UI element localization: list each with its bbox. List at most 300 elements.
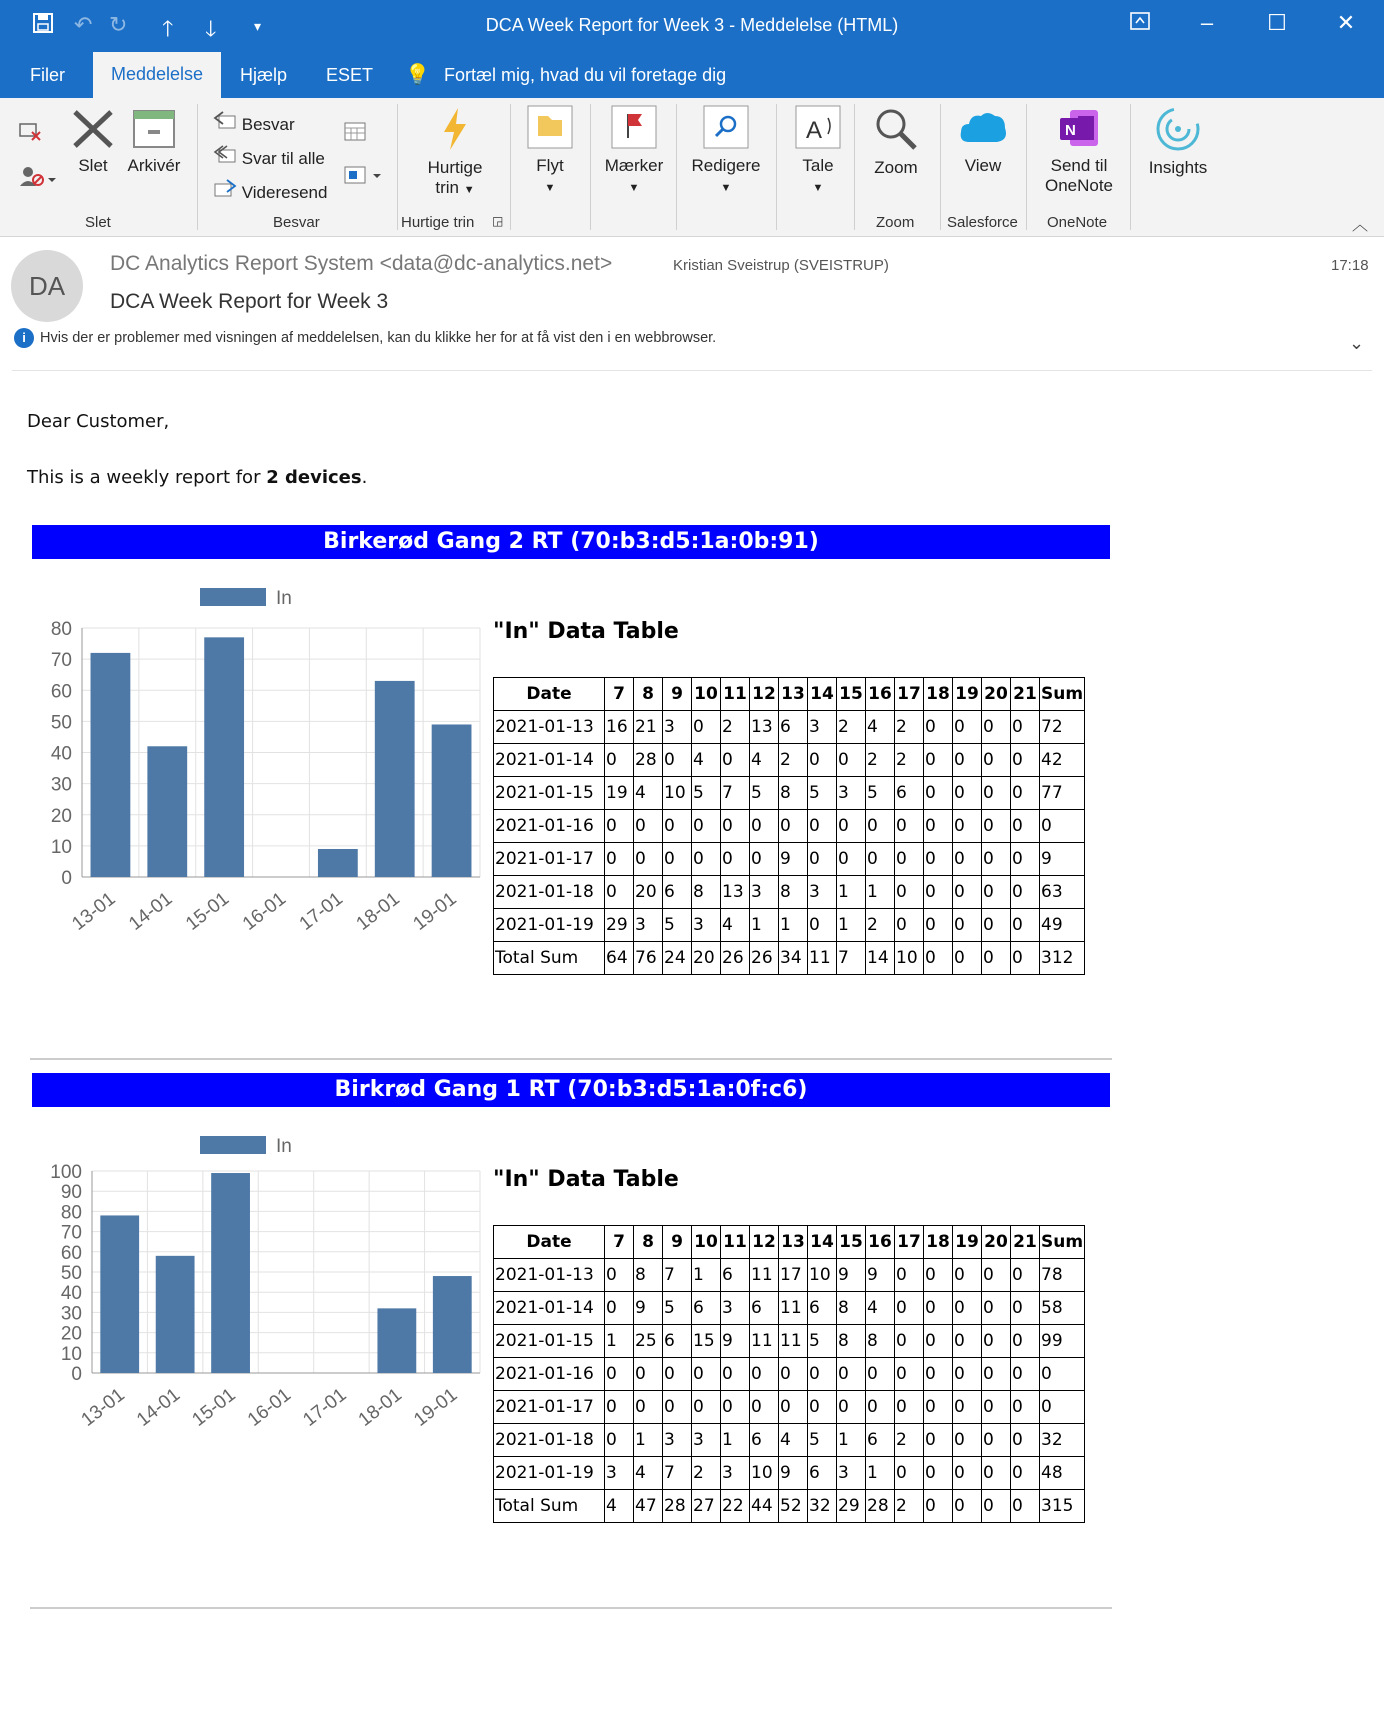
forward-button[interactable]: Videresend: [213, 178, 327, 203]
table-cell: 5: [663, 1292, 692, 1325]
bar: [91, 653, 131, 877]
x-tick-label: 19-01: [409, 888, 461, 935]
table-cell: 15: [692, 1325, 721, 1358]
maximize-icon[interactable]: ☐: [1267, 10, 1287, 35]
collapse-ribbon-icon[interactable]: ︿: [1352, 217, 1369, 234]
column-header: 8: [634, 1226, 663, 1259]
table-cell: 9: [779, 843, 808, 876]
table-cell: 8: [866, 1325, 895, 1358]
table-cell: 5: [866, 777, 895, 810]
table-header-row: [494, 678, 1085, 711]
chevron-down-icon: ▼: [463, 184, 475, 196]
table-cell: 0: [692, 843, 721, 876]
x-tick-label: 13-01: [77, 1384, 129, 1431]
table-cell: 312: [1040, 942, 1085, 975]
column-header: 21: [1011, 1226, 1040, 1259]
table-cell: 11: [779, 1292, 808, 1325]
y-tick-label: 10: [50, 836, 72, 858]
table-cell: 0: [721, 843, 750, 876]
send-to-onenote-button[interactable]: N Send til OneNote: [1036, 106, 1122, 196]
table-cell: 10: [808, 1259, 837, 1292]
table-cell: 0: [924, 1490, 953, 1523]
y-tick-label: 20: [60, 1323, 82, 1345]
table-row: [494, 1358, 1085, 1391]
table-cell: 0: [721, 744, 750, 777]
column-header: 11: [721, 1226, 750, 1259]
table-cell: 0: [721, 810, 750, 843]
x-tick-label: 15-01: [188, 1384, 240, 1431]
column-header: 18: [924, 1226, 953, 1259]
device-banner: Birkrød Gang 1 RT (70:b3:d5:1a:0f:c6): [32, 1073, 1110, 1107]
table-cell: 58: [1040, 1292, 1085, 1325]
table-cell: 1: [866, 1457, 895, 1490]
customize-toolbar-icon[interactable]: ▾: [254, 18, 262, 34]
y-tick-label: 50: [50, 712, 72, 734]
x-tick-label: 17-01: [299, 1384, 351, 1431]
table-cell: 3: [634, 909, 663, 942]
table-cell: 0: [1040, 1391, 1085, 1424]
bar: [156, 1256, 195, 1373]
table-cell: 2: [779, 744, 808, 777]
table-cell: 0: [1011, 1259, 1040, 1292]
table-cell: 8: [779, 876, 808, 909]
table-cell: 9: [779, 1457, 808, 1490]
svg-text:N: N: [1065, 122, 1076, 139]
table-cell: 0: [1011, 909, 1040, 942]
table-cell: 2021-01-14: [494, 744, 605, 777]
x-tick-label: 13-01: [68, 888, 120, 935]
table-cell: 0: [866, 843, 895, 876]
column-header: 19: [953, 1226, 982, 1259]
table-cell: 0: [605, 876, 634, 909]
table-cell: 5: [663, 909, 692, 942]
table-cell: 77: [1040, 777, 1085, 810]
table-cell: 0: [895, 876, 924, 909]
tab-help[interactable]: Hjælp: [240, 65, 288, 85]
table-cell: 0: [634, 810, 663, 843]
table-cell: 0: [953, 744, 982, 777]
table-cell: 0: [982, 1325, 1011, 1358]
reply-all-icon: [213, 149, 242, 168]
expand-header-icon[interactable]: ⌄: [1349, 333, 1365, 353]
table-cell: 3: [750, 876, 779, 909]
tags-button[interactable]: Mærker ▼: [600, 104, 668, 196]
separator: [776, 104, 777, 230]
table-cell: 0: [924, 1259, 953, 1292]
y-tick-label: 90: [60, 1182, 82, 1204]
table-cell: 0: [605, 1259, 634, 1292]
tab-file[interactable]: Filer: [30, 65, 65, 85]
table-cell: 63: [1040, 876, 1085, 909]
column-header: Date: [494, 678, 605, 711]
table-cell: 8: [634, 1259, 663, 1292]
table-cell: 2: [866, 909, 895, 942]
table-cell: 0: [924, 744, 953, 777]
y-tick-label: 100: [50, 1162, 82, 1183]
x-tick-label: 15-01: [181, 888, 234, 935]
tab-message[interactable]: Meddelelse: [93, 52, 221, 98]
table-cell: 76: [634, 942, 663, 975]
speech-button[interactable]: A Tale ▼: [790, 104, 846, 196]
table-cell: 2: [721, 711, 750, 744]
table-cell: 4: [750, 744, 779, 777]
table-cell: 1: [750, 909, 779, 942]
junk-icon[interactable]: [18, 164, 58, 193]
table-cell: 11: [750, 1325, 779, 1358]
y-tick-label: 80: [60, 1202, 82, 1224]
table-cell: 0: [953, 1490, 982, 1523]
ribbon-display-icon[interactable]: [1120, 10, 1160, 36]
table-cell: 0: [808, 1391, 837, 1424]
meeting-icon[interactable]: [343, 120, 369, 147]
table-cell: 0: [953, 1325, 982, 1358]
quick-steps-button[interactable]: Hurtige trin ▼: [412, 106, 498, 198]
table-cell: 20: [692, 942, 721, 975]
y-tick-label: 60: [60, 1242, 82, 1264]
column-header: 14: [808, 678, 837, 711]
undo-icon[interactable]: ↶: [74, 12, 93, 37]
table-cell: 0: [924, 942, 953, 975]
sender[interactable]: DC Analytics Report System <data@dc-analytics.net>: [110, 252, 613, 275]
table-cell: 0: [953, 1358, 982, 1391]
table-cell: 1: [779, 909, 808, 942]
arrow-down-icon[interactable]: 🡓: [205, 16, 217, 41]
chevron-down-icon: ▼: [628, 182, 640, 194]
bar: [204, 637, 244, 877]
table-cell: 25: [634, 1325, 663, 1358]
bar: [377, 1308, 416, 1373]
table-cell: 1: [866, 876, 895, 909]
table-cell: 26: [721, 942, 750, 975]
table-cell: 2021-01-16: [494, 1358, 605, 1391]
table-cell: 27: [692, 1490, 721, 1523]
info-bar[interactable]: i Hvis der er problemer med visningen af meddelelsen, kan du klikke her for at få vist den i en webbrowser.: [14, 328, 716, 348]
table-cell: 0: [808, 744, 837, 777]
zoom-button[interactable]: Zoom: [866, 106, 926, 178]
table-cell: 0: [982, 1292, 1011, 1325]
table-cell: 14: [866, 942, 895, 975]
table-cell: 0: [692, 711, 721, 744]
table-cell: 0: [924, 1292, 953, 1325]
table-cell: 0: [1011, 711, 1040, 744]
table-cell: 3: [721, 1292, 750, 1325]
table-cell: 0: [982, 810, 1011, 843]
table-cell: 5: [750, 777, 779, 810]
window-title: DCA Week Report for Week 3 - Meddelelse (HTML): [485, 15, 899, 35]
table-cell: 34: [779, 942, 808, 975]
table-cell: 0: [982, 843, 1011, 876]
bar-chart: [30, 580, 490, 1025]
table-cell: 1: [605, 1325, 634, 1358]
y-tick-label: 40: [60, 1283, 82, 1305]
table-cell: 0: [982, 909, 1011, 942]
table-row: [494, 1490, 1085, 1523]
table-cell: 0: [982, 777, 1011, 810]
table-cell: 0: [605, 843, 634, 876]
table-cell: 2021-01-13: [494, 711, 605, 744]
table-cell: 0: [866, 1391, 895, 1424]
table-cell: 11: [779, 1325, 808, 1358]
table-cell: 8: [837, 1292, 866, 1325]
y-tick-label: 60: [50, 681, 72, 703]
y-tick-label: 50: [60, 1263, 82, 1284]
device-banner: Birkerød Gang 2 RT (70:b3:d5:1a:0b:91): [32, 525, 1110, 559]
column-header: 7: [605, 1226, 634, 1259]
read-aloud-icon: [794, 104, 842, 150]
recipient[interactable]: Kristian Sveistrup (SVEISTRUP): [673, 257, 889, 274]
reply-all-button[interactable]: Svar til alle: [213, 144, 325, 169]
bar: [433, 1276, 472, 1373]
table-cell: 0: [779, 810, 808, 843]
x-tick-label: 16-01: [238, 888, 291, 935]
table-cell: 2: [895, 744, 924, 777]
table-cell: 2021-01-17: [494, 843, 605, 876]
table-cell: 0: [982, 1358, 1011, 1391]
column-header: 15: [837, 1226, 866, 1259]
table-cell: 0: [924, 1358, 953, 1391]
divider: [30, 1058, 1112, 1060]
table-cell: 64: [605, 942, 634, 975]
separator: [590, 104, 591, 230]
table-cell: 0: [837, 810, 866, 843]
table-row: [494, 1457, 1085, 1490]
table-cell: 2021-01-14: [494, 1292, 605, 1325]
table-cell: 5: [808, 777, 837, 810]
lightning-icon: [440, 106, 470, 152]
table-cell: 0: [982, 876, 1011, 909]
table-cell: 4: [866, 711, 895, 744]
table-title: "In" Data Table: [493, 619, 679, 644]
intro-text: This is a weekly report for 2 devices.: [27, 467, 368, 488]
table-cell: 0: [750, 810, 779, 843]
table-cell: 0: [663, 843, 692, 876]
table-cell: 0: [924, 909, 953, 942]
table-cell: 0: [1040, 1358, 1085, 1391]
table-cell: 0: [663, 1391, 692, 1424]
table-header-row: [494, 1226, 1085, 1259]
table-cell: 6: [808, 1292, 837, 1325]
table-cell: 52: [779, 1490, 808, 1523]
table-cell: 6: [866, 1424, 895, 1457]
table-cell: 5: [808, 1424, 837, 1457]
table-cell: 0: [1011, 942, 1040, 975]
group-label-quick-steps: Hurtige trin: [401, 214, 475, 231]
table-cell: 3: [808, 711, 837, 744]
bar: [375, 681, 415, 877]
divider: [30, 1607, 1112, 1609]
table-cell: 29: [837, 1490, 866, 1523]
table-cell: 17: [779, 1259, 808, 1292]
table-cell: 0: [953, 843, 982, 876]
table-cell: 0: [605, 810, 634, 843]
column-header: 9: [663, 1226, 692, 1259]
more-respond-icon[interactable]: [343, 164, 383, 191]
table-cell: 0: [634, 843, 663, 876]
table-cell: 19: [605, 777, 634, 810]
table-cell: 0: [1040, 810, 1085, 843]
table-cell: 0: [721, 1358, 750, 1391]
table-cell: 11: [808, 942, 837, 975]
minimize-icon[interactable]: –: [1200, 10, 1214, 35]
table-cell: 2: [837, 711, 866, 744]
table-cell: 0: [1011, 1490, 1040, 1523]
table-cell: 0: [808, 810, 837, 843]
table-cell: 0: [837, 1391, 866, 1424]
legend-swatch: [200, 1136, 266, 1154]
table-cell: 3: [808, 876, 837, 909]
y-tick-label: 40: [50, 743, 72, 765]
table-cell: 10: [750, 1457, 779, 1490]
table-cell: 2021-01-13: [494, 1259, 605, 1292]
column-header: 12: [750, 678, 779, 711]
insights-button[interactable]: Insights: [1140, 106, 1216, 178]
table-cell: 0: [750, 843, 779, 876]
table-cell: 0: [982, 711, 1011, 744]
bar: [211, 1173, 250, 1373]
table-cell: 0: [808, 843, 837, 876]
table-cell: 0: [982, 942, 1011, 975]
ribbon-tabs: [0, 52, 1384, 98]
table-cell: 2: [866, 744, 895, 777]
table-cell: 6: [808, 1457, 837, 1490]
column-header: 8: [634, 678, 663, 711]
table-cell: 0: [692, 810, 721, 843]
table-cell: 47: [634, 1490, 663, 1523]
table-cell: 0: [663, 1358, 692, 1391]
table-cell: 1: [837, 909, 866, 942]
table-cell: 0: [692, 1358, 721, 1391]
y-tick-label: 20: [50, 805, 72, 827]
table-cell: 0: [982, 1259, 1011, 1292]
separator: [676, 104, 677, 230]
table-cell: 42: [1040, 744, 1085, 777]
forward-icon: [213, 183, 242, 202]
table-cell: 0: [953, 1457, 982, 1490]
table-cell: 6: [663, 1325, 692, 1358]
tab-eset[interactable]: ESET: [326, 65, 374, 85]
column-header: 15: [837, 678, 866, 711]
table-cell: 0: [866, 1358, 895, 1391]
table-cell: 0: [779, 1391, 808, 1424]
table-cell: 315: [1040, 1490, 1085, 1523]
table-cell: 0: [634, 1358, 663, 1391]
x-tick-label: 14-01: [125, 888, 177, 935]
y-tick-label: 0: [71, 1364, 82, 1385]
table-cell: 3: [837, 777, 866, 810]
table-cell: 0: [924, 1391, 953, 1424]
table-cell: 26: [750, 942, 779, 975]
legend-label: In: [276, 1136, 292, 1157]
salesforce-view-button[interactable]: View: [952, 108, 1014, 176]
y-tick-label: 10: [60, 1343, 82, 1365]
data-table: [493, 677, 1085, 975]
table-cell: 13: [750, 711, 779, 744]
redo-icon[interactable]: ↻: [109, 12, 128, 37]
table-cell: 2: [895, 711, 924, 744]
chevron-down-icon: ▼: [812, 182, 824, 194]
table-cell: 3: [692, 909, 721, 942]
separator: [1130, 104, 1131, 230]
table-cell: 5: [808, 1325, 837, 1358]
table-cell: 0: [1011, 744, 1040, 777]
table-cell: 0: [808, 1358, 837, 1391]
table-cell: 0: [1011, 1424, 1040, 1457]
table-cell: 0: [953, 876, 982, 909]
table-cell: 3: [663, 1424, 692, 1457]
table-cell: 0: [692, 1391, 721, 1424]
tell-me-search[interactable]: Fortæl mig, hvad du vil foretage dig: [444, 65, 727, 85]
archive-button[interactable]: Arkivér: [126, 108, 182, 176]
ribbon: [0, 98, 1384, 237]
table-cell: 0: [663, 810, 692, 843]
table-cell: 7: [663, 1259, 692, 1292]
table-cell: 1: [837, 876, 866, 909]
separator: [854, 104, 855, 230]
table-cell: 10: [663, 777, 692, 810]
table-cell: 0: [924, 876, 953, 909]
table-cell: 0: [953, 1259, 982, 1292]
dialog-launcher-icon[interactable]: ◲: [492, 214, 504, 228]
column-header: 12: [750, 1226, 779, 1259]
table-cell: 21: [634, 711, 663, 744]
table-cell: 0: [895, 909, 924, 942]
x-tick-label: 19-01: [410, 1384, 462, 1431]
table-row: [494, 711, 1085, 744]
table-cell: 0: [924, 711, 953, 744]
table-cell: 8: [837, 1325, 866, 1358]
y-tick-label: 30: [60, 1303, 82, 1325]
column-header: 9: [663, 678, 692, 711]
table-cell: 0: [750, 1358, 779, 1391]
bar-chart: [30, 1128, 490, 1580]
table-cell: 4: [634, 777, 663, 810]
table-cell: 2: [692, 1457, 721, 1490]
data-table: [493, 1225, 1085, 1523]
reply-icon: [213, 115, 242, 134]
table-title: "In" Data Table: [493, 1167, 679, 1192]
close-icon[interactable]: ✕: [1336, 10, 1356, 35]
table-cell: 0: [779, 1358, 808, 1391]
table-cell: 2021-01-19: [494, 1457, 605, 1490]
table-cell: 0: [982, 1457, 1011, 1490]
table-cell: 44: [750, 1490, 779, 1523]
table-cell: 7: [837, 942, 866, 975]
bar: [318, 849, 358, 877]
reply-button[interactable]: Besvar: [213, 110, 295, 135]
separator: [397, 104, 398, 230]
table-cell: 4: [721, 909, 750, 942]
table-cell: 7: [663, 1457, 692, 1490]
delete-button[interactable]: Slet: [68, 108, 118, 176]
column-header: 13: [779, 678, 808, 711]
table-cell: 0: [1011, 843, 1040, 876]
table-cell: 0: [605, 744, 634, 777]
table-cell: 0: [953, 909, 982, 942]
table-cell: 22: [721, 1490, 750, 1523]
move-button[interactable]: Flyt ▼: [522, 104, 578, 196]
x-tick-label: 14-01: [132, 1384, 185, 1431]
table-cell: 32: [1040, 1424, 1085, 1457]
table-cell: 0: [924, 777, 953, 810]
table-cell: 5: [692, 777, 721, 810]
table-cell: 4: [779, 1424, 808, 1457]
info-icon: i: [14, 328, 34, 348]
ignore-icon[interactable]: [18, 120, 44, 147]
table-cell: 0: [895, 1292, 924, 1325]
edit-button[interactable]: Redigere ▼: [684, 104, 768, 196]
table-cell: Total Sum: [494, 942, 605, 975]
arrow-up-icon[interactable]: 🡑: [162, 16, 174, 41]
